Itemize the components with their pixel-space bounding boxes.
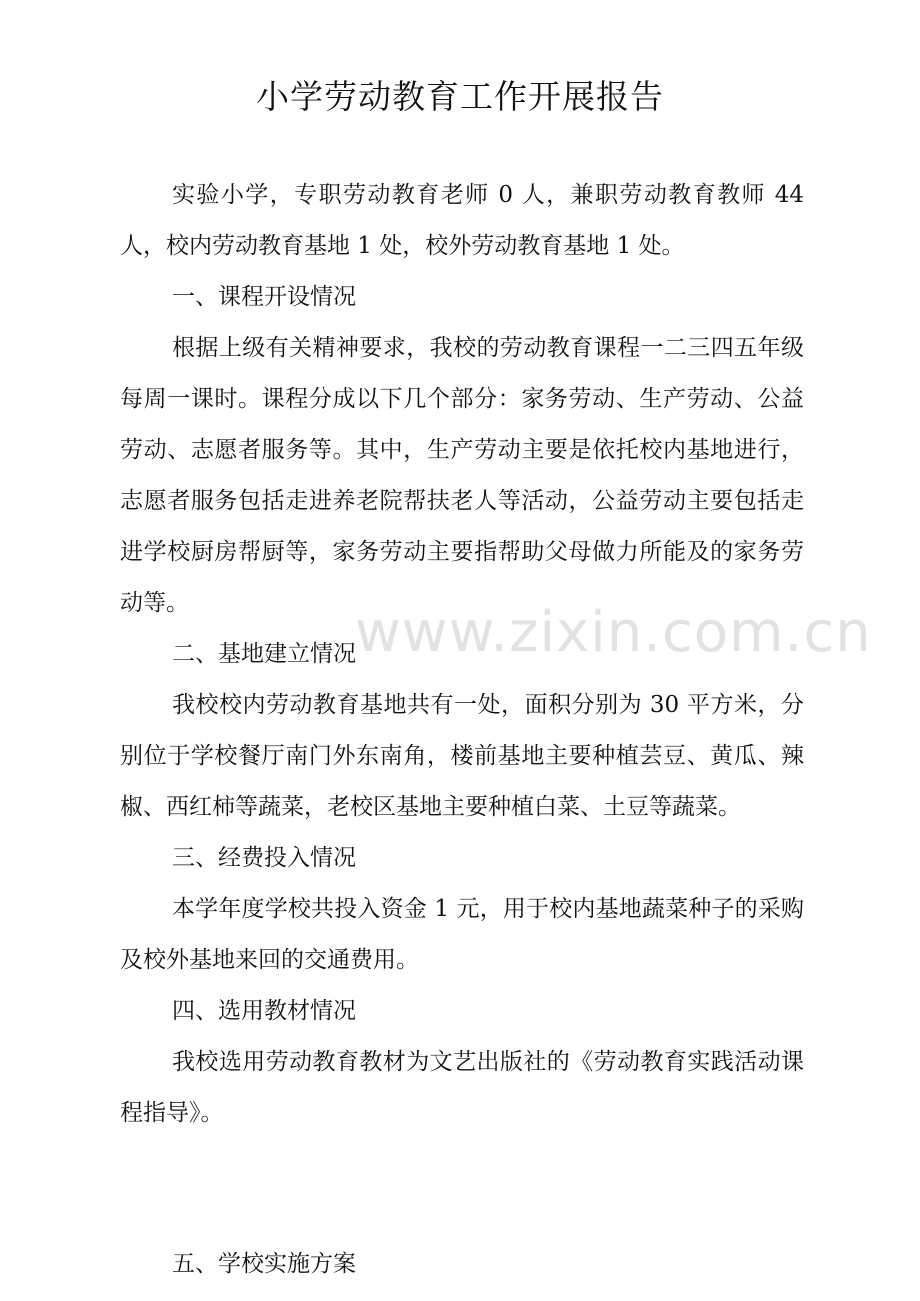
- textbook-paragraph: 我校选用劳动教育教材为文艺出版社的《劳动教育实践活动课程指导》。: [120, 1049, 804, 1126]
- section-heading-curriculum: 一、课程开设情况: [172, 284, 356, 310]
- curriculum-paragraph: 根据上级有关精神要求，我校的劳动教育课程一二三四五年级每周一课时。课程分成以下几个部分：家务劳动、生产劳动、公益劳动、志愿者服务等。其中，生产劳动主要是依托校内基地进行，志愿者服务包括走进养老院帮扶老人等活动，公益劳动主要包括走进学校厨房帮厨等，家务劳动主要指帮助父母做力所能及的家务劳动等。: [120, 335, 804, 616]
- funding-paragraph: 本学年度学校共投入资金 1 元，用于校内基地蔬菜种子的采购及校外基地来回的交通费用。: [120, 896, 804, 973]
- base-paragraph: 我校校内劳动教育基地共有一处，面积分别为 30 平方米，分别位于学校餐厅南门外东南角，楼前基地主要种植芸豆、黄瓜、辣椒、西红柿等蔬菜，老校区基地主要种植白菜、土豆等蔬菜。: [120, 692, 804, 820]
- section-heading-funding: 三、经费投入情况: [172, 845, 356, 871]
- section-heading-plan: 五、学校实施方案: [172, 1251, 356, 1277]
- watermark: www.zixin.com.cn: [355, 600, 872, 665]
- section-heading-textbook: 四、选用教材情况: [172, 998, 356, 1024]
- document-body: [120, 170, 804, 1290]
- intro-paragraph: 实验小学，专职劳动教育老师 0 人，兼职劳动教育教师 44 人，校内劳动教育基地 1 处，校外劳动教育基地 1 处。: [120, 182, 804, 259]
- document-title: 小学劳动教育工作开展报告: [256, 77, 664, 116]
- section-heading-base: 二、基地建立情况: [172, 641, 356, 667]
- page-gap: [120, 1139, 804, 1239]
